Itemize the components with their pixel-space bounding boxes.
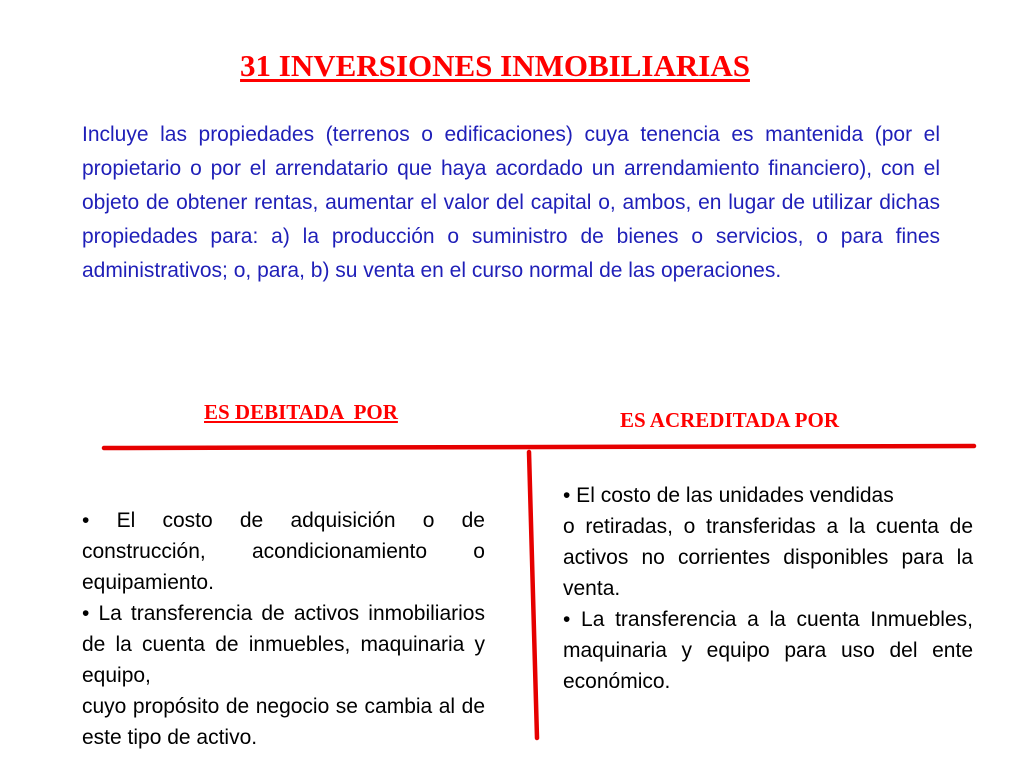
- debit-column: [82, 505, 485, 753]
- intro-paragraph: Incluye las propiedades (terrenos o edificaciones) cuya tenencia es mantenida (por el propietario o por el arrendatario que haya acordado un arrendamiento financiero), con el objeto de obtener rentas, aumentar el valor del capital o, ambos, en lugar de utilizar dichas propiedades para: a) la producción o suministro de bienes o servicios, o para fines administrativos; o, para, b) su venta en el curso normal de las operaciones.: [82, 123, 940, 282]
- t-account-horizontal-line: [104, 446, 974, 448]
- page-title: 31 INVERSIONES INMOBILIARIAS: [240, 48, 750, 83]
- credit-heading: ES ACREDITADA POR: [620, 408, 839, 432]
- debit-item: • El costo de adquisición o de construcción, acondicionamiento o equipamiento.: [82, 509, 485, 594]
- credit-column: [563, 480, 973, 697]
- debit-item: cuyo propósito de negocio se cambia al de este tipo de activo.: [82, 695, 485, 749]
- debit-item: • La transferencia de activos inmobiliarios de la cuenta de inmuebles, maquinaria y equipo,: [82, 602, 485, 687]
- credit-item: • La transferencia a la cuenta Inmuebles, maquinaria y equipo para uso del ente económico.: [563, 608, 973, 693]
- t-account-vertical-line: [529, 452, 537, 738]
- debit-heading: ES DEBITADA POR: [204, 400, 398, 424]
- credit-item: o retiradas, o transferidas a la cuenta de activos no corrientes disponibles para la venta.: [563, 515, 973, 600]
- credit-item: • El costo de las unidades vendidas: [563, 484, 894, 507]
